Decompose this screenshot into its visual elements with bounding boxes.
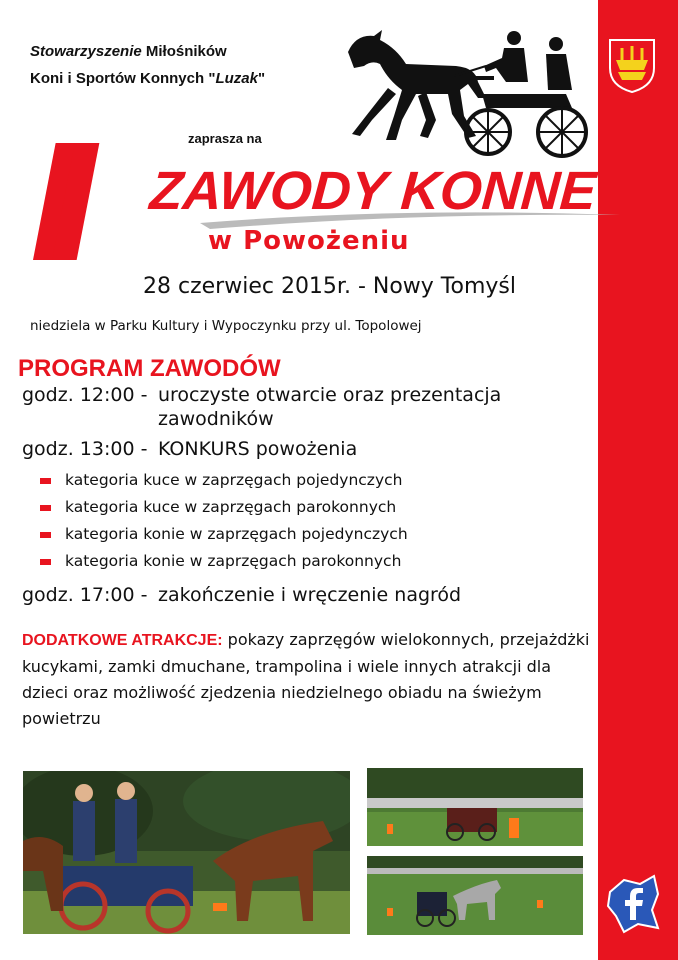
- extra-attractions-text: pokazy zaprzęgów wielokonnych, przejażdżki kucykami, zamki dmuchane, trampolina i wiele innych atrakcji dla dzieci oraz możliwość zjedzenia niedzielnego obiadu na świeżym powietrzu: [22, 630, 590, 728]
- list-item: kategoria kuce w zaprzęgach parokonnych: [40, 494, 592, 521]
- event-subtitle: w Powożeniu: [208, 226, 410, 256]
- bullet-icon: [40, 532, 51, 538]
- program-schedule: [22, 383, 592, 607]
- extra-attractions: [22, 627, 592, 732]
- schedule-time: godz. 17:00 -: [22, 584, 148, 606]
- photo-grey-horses: [367, 856, 583, 935]
- horse-carriage-logo-icon: [336, 24, 594, 160]
- schedule-item: [22, 583, 592, 607]
- schedule-item: [22, 383, 592, 431]
- event-venue: niedziela w Parku Kultury i Wypoczynku przy ul. Topolowej: [30, 318, 422, 334]
- schedule-description: zakończenie i wręczenie nagród: [158, 584, 462, 606]
- list-item: kategoria konie w zaprzęgach pojedynczych: [40, 521, 592, 548]
- organizer-name: Stowarzyszenie Miłośników Koni i Sportów Konnych "Luzak": [30, 43, 266, 87]
- photo-carriage-closeup: [23, 771, 350, 934]
- schedule-time: godz. 13:00 -: [22, 438, 148, 460]
- bullet-icon: [40, 505, 51, 511]
- category-list: [40, 467, 592, 575]
- coat-of-arms-icon: [608, 38, 656, 94]
- list-item: kategoria kuce w zaprzęgach pojedynczych: [40, 467, 592, 494]
- bullet-icon: [40, 559, 51, 565]
- schedule-time: godz. 12:00 -: [22, 384, 148, 406]
- invites-text: zaprasza na: [188, 131, 262, 146]
- photo-arena-carriage: [367, 768, 583, 846]
- program-heading: PROGRAM ZAWODÓW: [18, 355, 281, 382]
- schedule-description: uroczyste otwarcie oraz prezentacja zawodników: [158, 384, 502, 430]
- extra-attractions-label: DODATKOWE ATRAKCJE:: [22, 632, 223, 649]
- red-side-bar: [598, 0, 678, 960]
- event-title: ZAWODY KONNE: [147, 161, 599, 221]
- facebook-icon[interactable]: [606, 872, 662, 936]
- event-date-place: 28 czerwiec 2015r. - Nowy Tomyśl: [143, 274, 516, 299]
- bullet-icon: [40, 478, 51, 484]
- list-item: kategoria konie w zaprzęgach parokonnych: [40, 548, 592, 575]
- schedule-description: KONKURS powożenia: [158, 438, 358, 460]
- schedule-item: [22, 437, 592, 461]
- edition-number: II: [30, 107, 69, 297]
